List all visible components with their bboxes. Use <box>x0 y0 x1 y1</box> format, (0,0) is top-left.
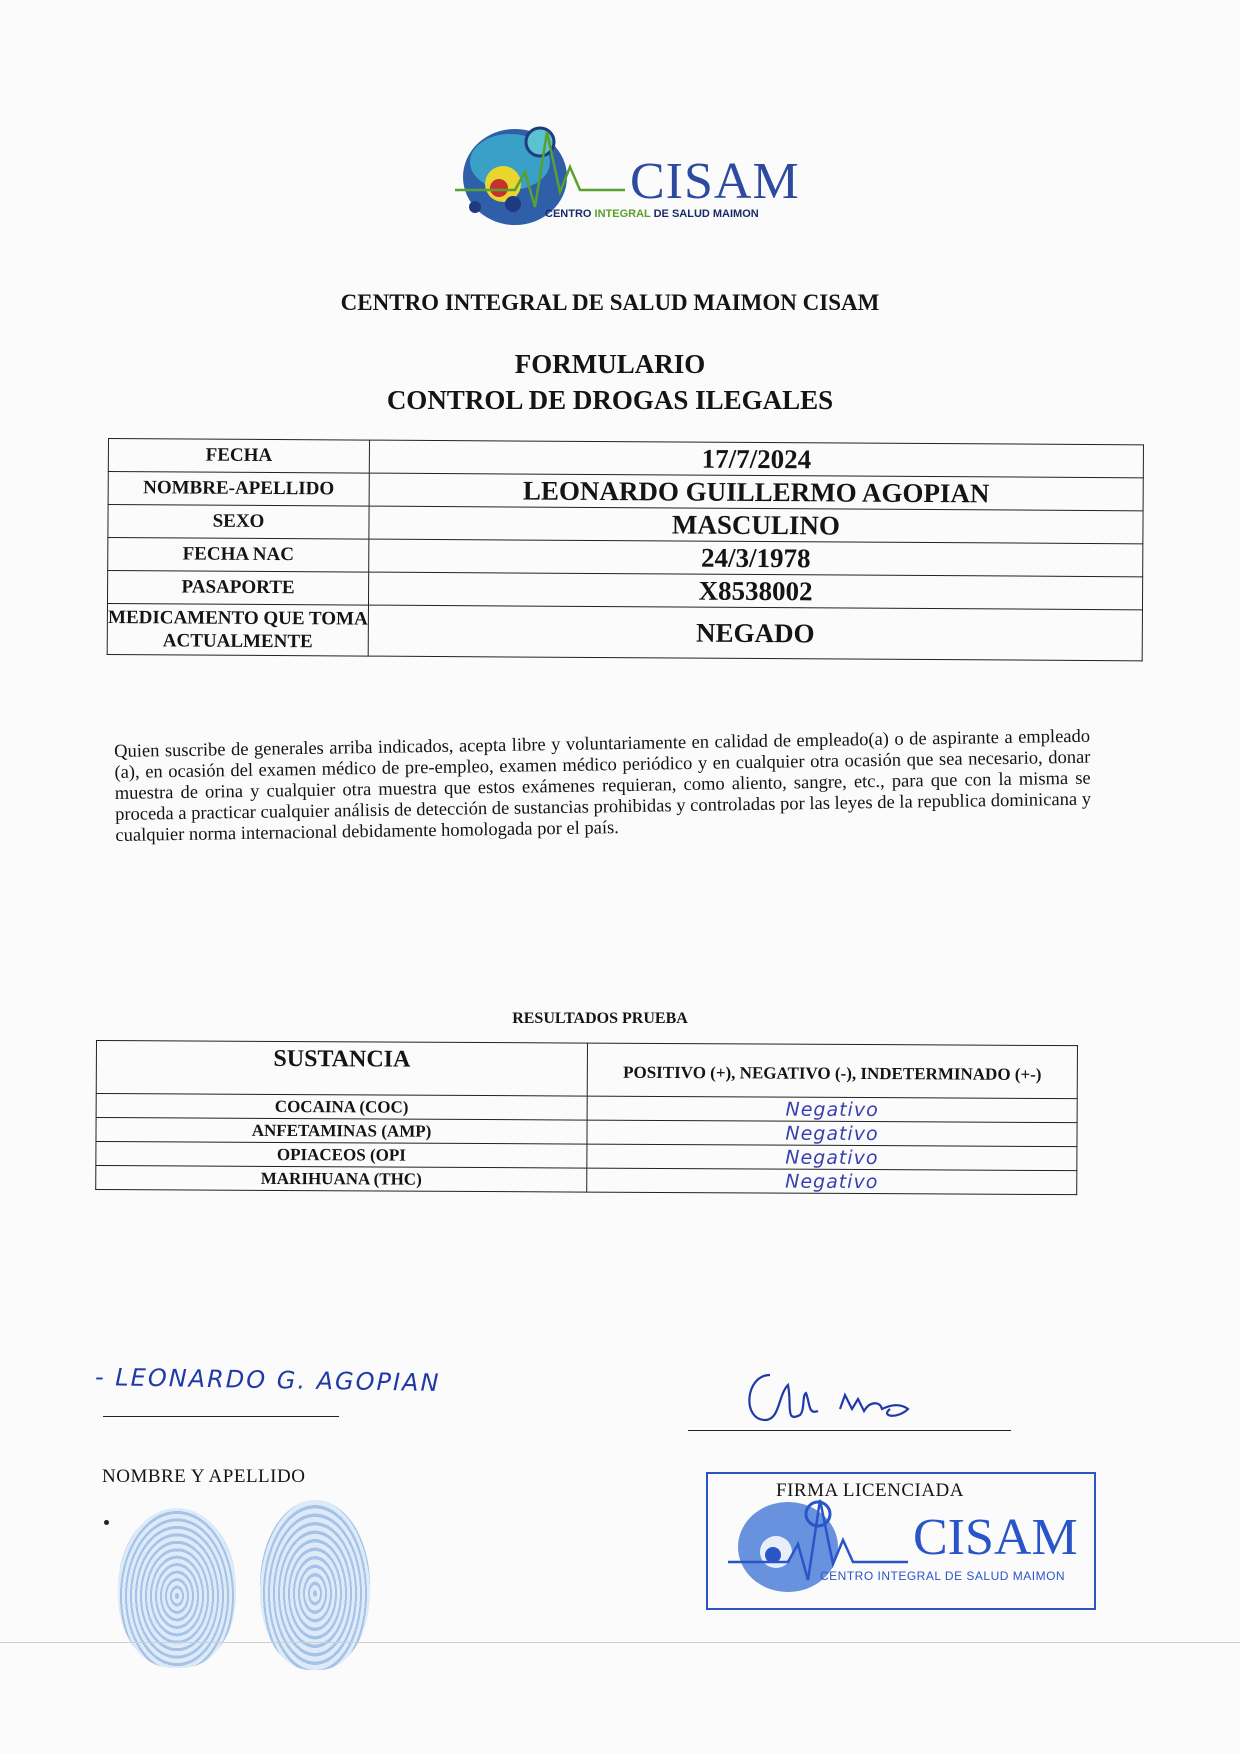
info-value: X8538002 <box>368 572 1142 610</box>
signature-scribble-icon <box>740 1365 940 1435</box>
info-row <box>107 603 1142 660</box>
info-value: NEGADO <box>368 605 1142 661</box>
info-value: LEONARDO GUILLERMO AGOPIAN <box>369 473 1143 511</box>
stamp-emblem-icon <box>728 1492 928 1602</box>
substance-name: OPIACEOS (OPI <box>96 1142 587 1169</box>
fingerprint-icon <box>118 1508 236 1668</box>
column-header-substance: SUSTANCIA <box>96 1041 587 1097</box>
info-key: FECHA NAC <box>108 538 369 573</box>
form-title-line-2: CONTROL DE DROGAS ILEGALES <box>386 385 834 415</box>
consent-paragraph: Quien suscribe de generales arriba indicados, acepta libre y voluntariamente en calidad de empleado(a) o de aspirante a empleado (a), en ocasión del examen médico de pre-empleo, examen médico periódico y en cualquier otra ocasión que sea necesario, donar muestra de orina y cualquier otra muestra que estos exámenes requieran, como aliento, sangre, etc., para que con la misma se proceda a practicar cualquier análisis de detección de sustancias prohibidas y controladas por las leyes de la republica dominicana y cualquier norma internacional debidamente homologada por el país. <box>114 726 1092 846</box>
info-key: SEXO <box>108 505 369 540</box>
substance-result: Negativo <box>587 1120 1077 1147</box>
column-header-result: POSITIVO (+), NEGATIVO (-), INDETERMINADO (+-) <box>587 1043 1077 1099</box>
substance-result: Negativo <box>587 1144 1077 1171</box>
info-key: PASAPORTE <box>107 571 368 606</box>
ink-dot <box>104 1520 109 1525</box>
info-key: NOMBRE-APELLIDO <box>108 472 369 507</box>
page-edge-line <box>0 1642 1240 1643</box>
results-title: RESULTADOS PRUEBA <box>512 1010 688 1027</box>
substance-name: COCAINA (COC) <box>96 1094 587 1121</box>
signature-line-left <box>103 1416 339 1417</box>
info-value: 24/3/1978 <box>369 539 1143 577</box>
substance-result: Negativo <box>587 1096 1077 1123</box>
logo-wordmark: CISAM <box>630 153 800 210</box>
result-row <box>96 1166 1077 1195</box>
signature-label: FIRMA LICENCIADA <box>776 1480 964 1501</box>
signature-line-right <box>688 1430 1011 1431</box>
results-table <box>95 1040 1078 1195</box>
fingerprint-icon <box>260 1500 370 1670</box>
info-value: 17/7/2024 <box>369 440 1143 478</box>
stamp-subtitle: CENTRO INTEGRAL DE SALUD MAIMON <box>820 1569 1066 1583</box>
stamp-wordmark: CISAM <box>913 1509 1078 1566</box>
form-title <box>300 346 920 418</box>
logo-tagline: CENTRO INTEGRAL DE SALUD MAIMON <box>545 208 759 220</box>
results-header-row <box>96 1041 1077 1099</box>
cisam-logo <box>455 122 800 242</box>
substance-name: ANFETAMINAS (AMP) <box>96 1118 587 1145</box>
info-value: MASCULINO <box>369 506 1143 544</box>
handwritten-name: - LEONARDO G. AGOPIAN <box>94 1362 441 1398</box>
form-title-line-1: FORMULARIO <box>514 349 706 379</box>
substance-name: MARIHUANA (THC) <box>96 1166 587 1193</box>
org-title: CENTRO INTEGRAL DE SALUD MAIMON CISAM <box>340 290 880 315</box>
substance-result: Negativo <box>587 1168 1077 1195</box>
info-key: FECHA <box>108 439 369 474</box>
info-key: MEDICAMENTO QUE TOMA ACTUALMENTE <box>107 603 368 656</box>
name-label: NOMBRE Y APELLIDO <box>102 1466 306 1487</box>
patient-info-table <box>107 438 1144 661</box>
